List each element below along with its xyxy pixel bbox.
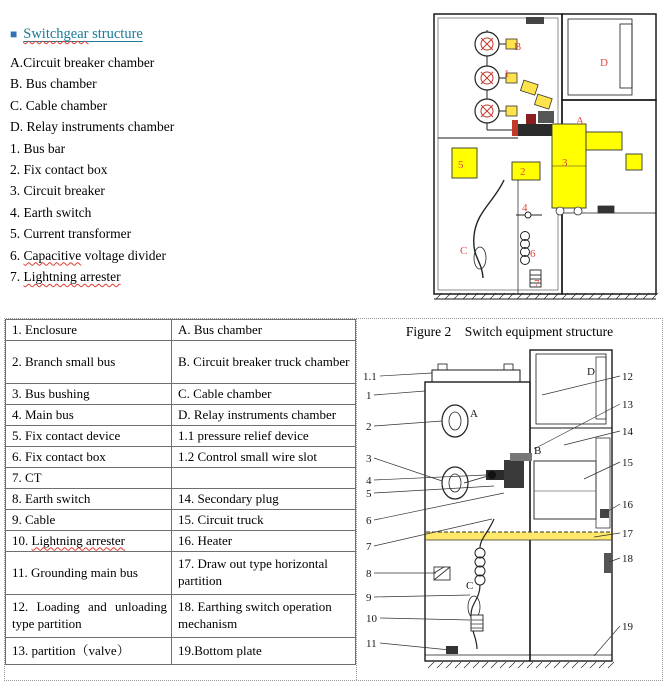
fig2-label-B: B bbox=[533, 445, 541, 457]
legend-item: 4. Earth switch bbox=[10, 204, 92, 220]
table-cell-right: 16. Heater bbox=[172, 531, 356, 552]
highlighted-components bbox=[452, 124, 642, 208]
table-row bbox=[6, 531, 356, 552]
switchgear-cutaway-diagram bbox=[430, 8, 662, 300]
fig2-label-17: 17 bbox=[621, 528, 633, 540]
fig1-label-1: 1 bbox=[504, 68, 510, 80]
table-row bbox=[6, 384, 356, 405]
fig2-label-5: 5 bbox=[365, 488, 371, 500]
table-cell-left: 13. partition（valve） bbox=[6, 638, 172, 665]
fig2-ground-hatching bbox=[428, 662, 614, 668]
figure2-area bbox=[356, 319, 662, 680]
table-cell-right: C. Cable chamber bbox=[172, 384, 356, 405]
table-cell-right: 17. Draw out type horizontal partition bbox=[172, 552, 356, 595]
fig2-label-C: C bbox=[465, 580, 473, 592]
table-cell-left: 6. Fix contact box bbox=[6, 447, 172, 468]
figure2-diagram-svg bbox=[358, 343, 662, 675]
table-cell-right: 1.2 Control small wire slot bbox=[172, 447, 356, 468]
fig2-label-A: A bbox=[469, 408, 478, 420]
table-cell-right: 18. Earthing switch operation mechanism bbox=[172, 595, 356, 638]
fig2-circuit-truck bbox=[534, 438, 610, 528]
legend-item: 6. Capacitive voltage divider bbox=[10, 247, 166, 263]
table-cell-right: A. Bus chamber bbox=[172, 320, 356, 341]
table-cell-left: 4. Main bus bbox=[6, 405, 172, 426]
fig1-label-5: 5 bbox=[458, 159, 464, 171]
parts-legend-table bbox=[5, 319, 356, 665]
table-cell-right: 14. Secondary plug bbox=[172, 489, 356, 510]
legend-item: 5. Current transformer bbox=[10, 226, 132, 242]
fig2-label-6: 6 bbox=[365, 515, 371, 527]
legend-item: 7. Lightning arrester bbox=[10, 269, 121, 285]
table-row bbox=[6, 405, 356, 426]
fig1-label-A: A bbox=[576, 115, 584, 127]
fig2-cabinet-walls bbox=[425, 350, 612, 661]
table-row bbox=[6, 320, 356, 341]
table-cell-left: 11. Grounding main bus bbox=[6, 552, 172, 595]
fig2-bushings bbox=[442, 405, 488, 499]
fig2-earth-switch bbox=[434, 553, 612, 580]
fig2-contact-assembly bbox=[486, 453, 532, 488]
legend-item: C. Cable chamber bbox=[10, 97, 108, 113]
table-cell-left: 2. Branch small bus bbox=[6, 341, 172, 384]
table-cell-left: 8. Earth switch bbox=[6, 489, 172, 510]
top-vent bbox=[526, 17, 544, 24]
legend-item: 3. Circuit breaker bbox=[10, 183, 105, 199]
fig1-label-B: B bbox=[514, 41, 522, 53]
fig2-label-15: 15 bbox=[621, 457, 633, 469]
fig2-label-14: 14 bbox=[621, 426, 633, 438]
table-cell-left: 3. Bus bushing bbox=[6, 384, 172, 405]
fig2-label-1.1: 1.1 bbox=[362, 371, 377, 383]
table-row bbox=[6, 341, 356, 384]
fig1-label-6: 6 bbox=[530, 248, 536, 260]
fig2-label-19: 19 bbox=[621, 621, 633, 633]
table-cell-right bbox=[172, 468, 356, 489]
fig2-leader-lines bbox=[374, 373, 620, 656]
bullet-square-icon: ■ bbox=[10, 27, 18, 41]
parts-table bbox=[5, 319, 356, 680]
table-cell-left: 7. CT bbox=[6, 468, 172, 489]
fig1-label-C: C bbox=[460, 245, 468, 257]
fig2-label-3: 3 bbox=[365, 453, 371, 465]
bus-bushings bbox=[475, 32, 517, 123]
fig2-label-11: 11 bbox=[365, 638, 377, 650]
legend-item: 2. Fix contact box bbox=[10, 162, 108, 178]
figure-caption: Figure 2 Switch equipment structure bbox=[405, 324, 614, 339]
fig2-label-16: 16 bbox=[621, 499, 633, 511]
legend-item: B. Bus chamber bbox=[10, 76, 97, 92]
table-cell-left: 1. Enclosure bbox=[6, 320, 172, 341]
table-cell-right: D. Relay instruments chamber bbox=[172, 405, 356, 426]
fig2-label-10: 10 bbox=[365, 613, 377, 625]
table-cell-left: 9. Cable bbox=[6, 510, 172, 531]
fig1-label-D: D bbox=[600, 57, 608, 69]
fig2-label-13: 13 bbox=[621, 399, 633, 411]
table-cell-right: B. Circuit breaker truck chamber bbox=[172, 341, 356, 384]
table-cell-right: 1.1 pressure relief device bbox=[172, 426, 356, 447]
section-heading-text: Switchgear structure bbox=[23, 26, 143, 42]
table-row bbox=[6, 552, 356, 595]
fig2-label-D: D bbox=[586, 366, 595, 378]
table-row bbox=[6, 489, 356, 510]
intro-section bbox=[10, 26, 422, 287]
legend-item: A.Circuit breaker chamber bbox=[10, 55, 155, 70]
fig2-label-9: 9 bbox=[365, 592, 371, 604]
fig2-label-18: 18 bbox=[621, 553, 633, 565]
fig2-label-8: 8 bbox=[365, 568, 371, 580]
switchgear-cutaway-svg bbox=[430, 8, 662, 300]
fig2-label-2: 2 bbox=[365, 421, 371, 433]
table-cell-right: 19.Bottom plate bbox=[172, 638, 356, 665]
table-row bbox=[6, 595, 356, 638]
table-cell-left: 10. Lightning arrester bbox=[6, 531, 172, 552]
ct-coils bbox=[520, 80, 552, 109]
legend-item: 1. Bus bar bbox=[10, 140, 66, 156]
table-row bbox=[6, 510, 356, 531]
section-heading bbox=[10, 26, 422, 43]
table-row bbox=[6, 426, 356, 447]
fig2-label-4: 4 bbox=[365, 475, 371, 487]
table-row bbox=[6, 468, 356, 489]
fig1-label-4: 4 bbox=[522, 202, 528, 214]
fig2-drawout-partition bbox=[426, 532, 611, 540]
capacitive-voltage-divider bbox=[521, 232, 530, 265]
bottom-section bbox=[4, 318, 663, 681]
table-cell-left: 12. Loading and unloading type partition bbox=[6, 595, 172, 638]
fig1-label-2: 2 bbox=[520, 166, 526, 178]
fig2-label-12: 12 bbox=[621, 371, 633, 383]
earth-switch bbox=[516, 212, 542, 218]
table-row bbox=[6, 638, 356, 665]
fig1-label-7: 7 bbox=[534, 278, 540, 290]
cable bbox=[474, 180, 504, 278]
legend-item: D. Relay instruments chamber bbox=[10, 119, 175, 135]
fig2-label-7: 7 bbox=[365, 541, 371, 553]
fig2-label-1: 1 bbox=[365, 390, 371, 402]
table-cell-right: 15. Circuit truck bbox=[172, 510, 356, 531]
table-row bbox=[6, 447, 356, 468]
fig1-label-3: 3 bbox=[562, 157, 568, 169]
figure2-labels bbox=[363, 366, 634, 650]
table-cell-left: 5. Fix contact device bbox=[6, 426, 172, 447]
